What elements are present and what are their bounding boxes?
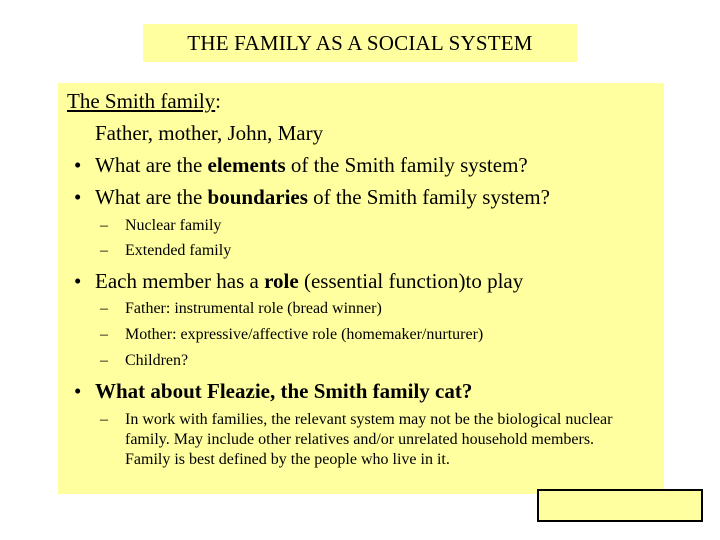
- outlined-box[interactable]: [537, 489, 703, 522]
- bullet-icon: •: [74, 269, 82, 293]
- bullet-text-before: Each member has a: [95, 269, 265, 293]
- bullet-icon: •: [74, 153, 82, 177]
- bullet-icon: •: [74, 379, 82, 403]
- subitem-text: Nuclear family: [125, 217, 222, 234]
- bullet-text-after: of the Smith family system?: [285, 153, 528, 177]
- bullet-text-bold: role: [264, 269, 299, 293]
- subitem-text: Father: instrumental role (bread winner): [125, 300, 382, 317]
- family-heading: [67, 88, 221, 114]
- dash-icon: –: [100, 300, 108, 317]
- bullet-text-bold: boundaries: [207, 185, 308, 209]
- bullet-text: What about Fleazie, the Smith family cat?: [95, 379, 473, 403]
- bullet-text: [95, 184, 550, 210]
- dash-icon: –: [100, 352, 108, 369]
- dash-icon: –: [100, 411, 108, 428]
- bullet-text-before: What are the: [95, 153, 208, 177]
- bullet-text: [95, 268, 523, 294]
- dash-icon: –: [100, 242, 108, 259]
- heading-colon: :: [215, 89, 221, 113]
- dash-icon: –: [100, 217, 108, 234]
- subitem-text: Children?: [125, 352, 189, 369]
- heading-underlined: The Smith family: [67, 89, 216, 113]
- dash-icon: –: [100, 326, 108, 343]
- subitem-text: Extended family: [125, 242, 232, 259]
- bullet-text-before: What are the: [95, 185, 208, 209]
- bullet-text-after: of the Smith family system?: [307, 185, 550, 209]
- bullet-text-bold: elements: [207, 153, 286, 177]
- cat-note-text: In work with families, the relevant system may not be the biological nuclear family. May include other relatives and/or unrelated household members. Family is best defined by the people who live in it.: [125, 411, 613, 468]
- bullet-text-after: (essential function)to play: [298, 269, 524, 293]
- subitem-text: Mother: expressive/affective role (homemaker/nurturer): [125, 326, 484, 343]
- slide-title: THE FAMILY AS A SOCIAL SYSTEM: [143, 24, 577, 62]
- bullet-icon: •: [74, 185, 82, 209]
- family-members: Father, mother, John, Mary: [95, 121, 324, 145]
- bullet-text: [95, 152, 528, 178]
